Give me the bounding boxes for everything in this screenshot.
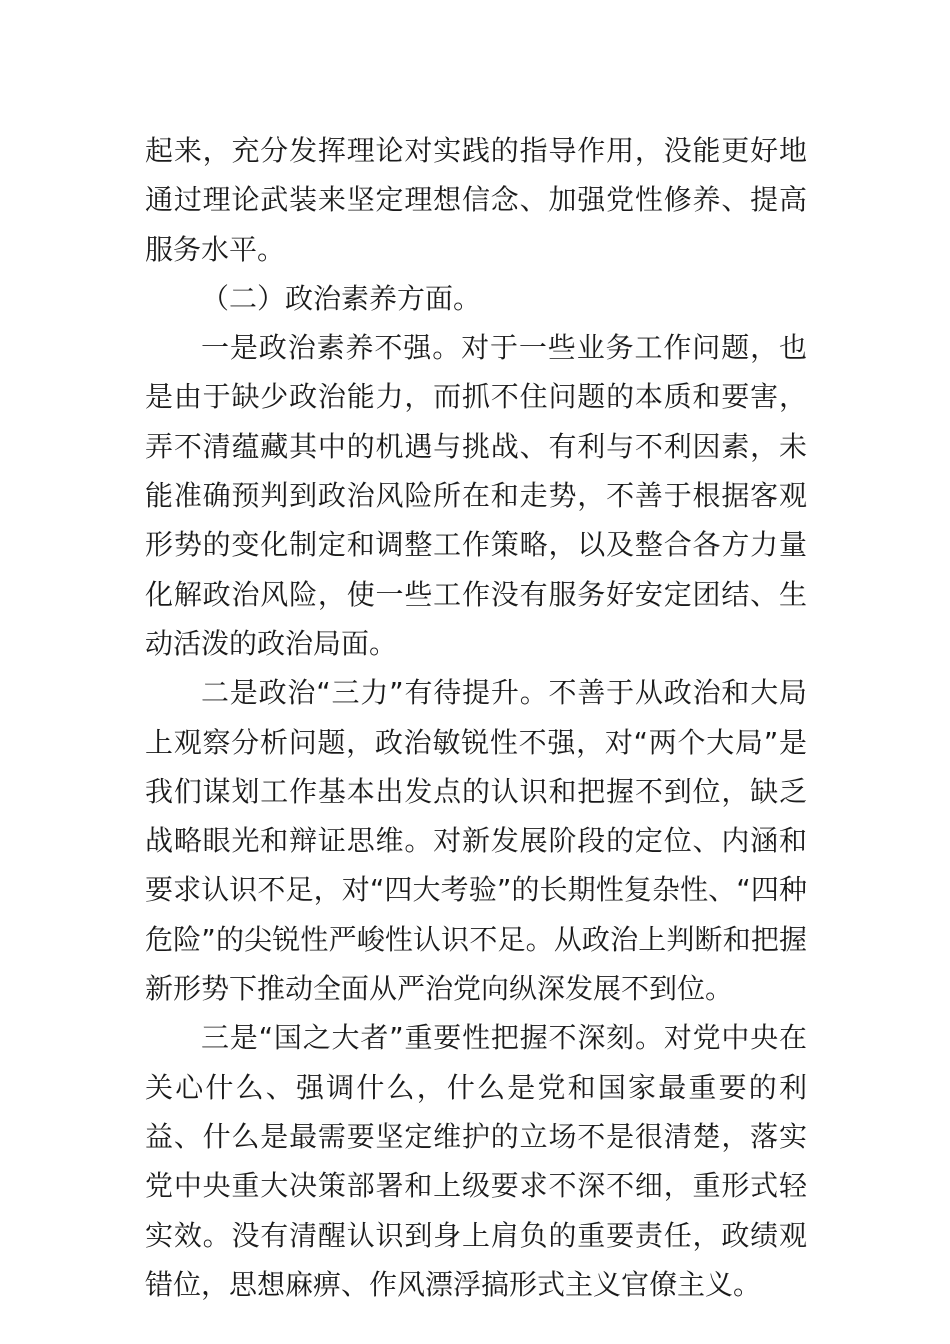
section-heading-political-literacy: （二）政治素养方面。 — [201, 281, 482, 315]
paragraph-point-three: 三是“国之大者”重要性把握不深刻。对党中央在关心什么、强调什么，什么是党和国家最重要的利益、什么是最需要坚定维护的立场不是很清楚，落实党中央重大决策部署和上级要求不深不细，重形式轻实效。没有清醒认识到身上肩负的重要责任，政绩观错位，思想麻痹、作风漂浮搞形式主义官僚主义。 — [145, 1021, 807, 1301]
paragraph-point-two: 二是政治“三力”有待提升。不善于从政治和大局上观察分析问题，政治敏锐性不强，对“两个大局”是我们谋划工作基本出发点的认识和把握不到位，缺乏战略眼光和辩证思维。对新发展阶段的定位、内涵和要求认识不足，对“四大考验”的长期性复杂性、“四种危险”的尖锐性严峻性认识不足。从政治上判断和把握新形势下推动全面从严治党向纵深发展不到位。 — [145, 676, 807, 1006]
document-body — [145, 126, 807, 1309]
paragraph-continuation: 起来，充分发挥理论对实践的指导作用，没能更好地通过理论武装来坚定理想信念、加强党性修养、提高服务水平。 — [145, 134, 807, 266]
paragraph-point-one: 一是政治素养不强。对于一些业务工作问题，也是由于缺少政治能力，而抓不住问题的本质和要害，弄不清蕴藏其中的机遇与挑战、有利与不利因素，未能准确预判到政治风险所在和走势，不善于根据客观形势的变化制定和调整工作策略，以及整合各方力量化解政治风险，使一些工作没有服务好安定团结、生动活泼的政治局面。 — [145, 331, 807, 660]
